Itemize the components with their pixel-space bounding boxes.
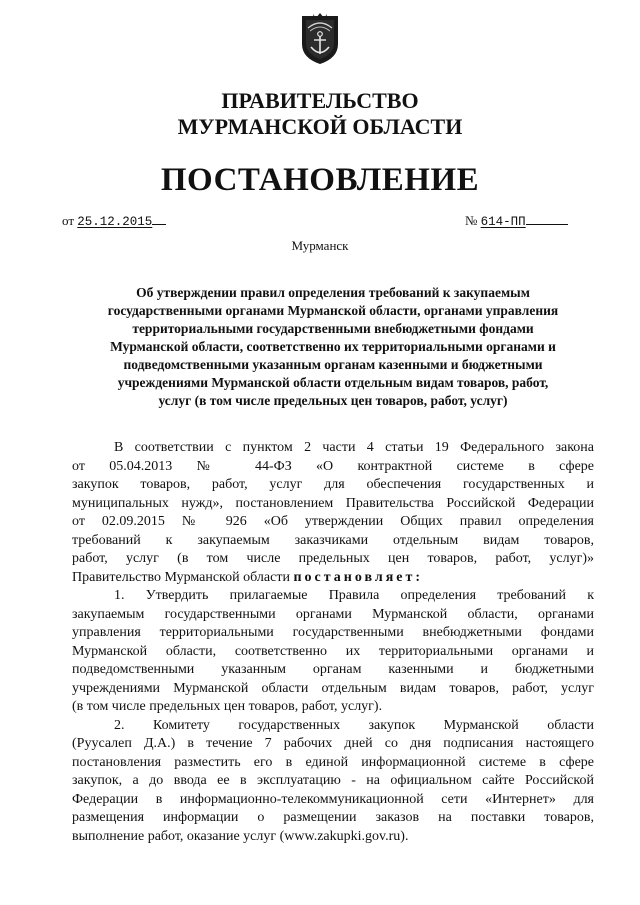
body-line: закупаемым государственными органами Мурманской области, органами [72,606,594,622]
body-line: В соответствии с пунктом 2 части 4 статьи 19 Федерального закона [114,440,594,455]
body-line: требований к закупаемым заказчиками отдельным видам товаров, [72,532,594,548]
body-line: закупок, а до ввода ее в эксплуатацию - на официальном сайте Российской [72,773,594,788]
document-number: 614-ПП [480,215,526,229]
document-date: 25.12.2015 [77,215,153,229]
document-type-title: ПОСТАНОВЛЕНИЕ [160,162,480,198]
body-line: закупок товаров, работ, услуг для обеспечения государственных и [72,477,594,492]
body-line: (Руусалеп Д.А.) в течение 7 рабочих дней со дня подписания настоящего [72,736,594,751]
decree-word: постановляет: [293,569,424,585]
body-line: Федерации в информационно-телекоммуникационной сети «Интернет» для [72,791,594,807]
date-underline [152,214,166,225]
body-line: подведомственными указанным органам казенными и бюджетными [72,662,594,677]
document-body [72,439,594,846]
number-prefix: № [465,213,478,228]
item-2-paragraph [72,717,594,847]
government-title-line1: ПРАВИТЕЛЬСТВО [221,88,419,113]
preamble-last: Правительство Мурманской области [72,569,290,585]
subject-line: подведомственными указанным органам казенными и бюджетными [123,357,543,372]
body-line: (в том числе предельных цен товаров, работ, услуг). [72,699,383,714]
subject-line: услуг (в том числе предельных цен товаров, работ, услуг) [158,393,508,408]
body-line: работ, услуг (в том числе предельных цен товаров, работ, услуг)» [72,551,594,566]
subject-line: учреждениями Мурманской области отдельным видам товаров, работ, [117,375,549,390]
body-line: муниципальных нужд», постановлением Правительства Российской Федерации [72,495,594,511]
number-underline [526,214,568,225]
body-line: управления территориальными государственными внебюджетными фондами [72,625,594,640]
body-line: 1. Утвердить прилагаемые Правила определения требований к [114,588,594,603]
body-line [72,569,594,588]
body-line: постановления разместить его в единой информационной системе в сфере [72,754,594,770]
body-line: от 05.04.2013 № 44-ФЗ «О контрактной системе в сфере [72,458,594,474]
government-title-line2: МУРМАНСКОЙ ОБЛАСТИ [177,114,463,139]
subject-line: государственными органами Мурманской области, органами управления [107,303,559,318]
body-line: учреждениями Мурманской области отдельным видам товаров, работ, услуг [72,680,594,696]
body-line: 2. Комитету государственных закупок Мурманской области [114,717,594,733]
document-city: Мурманск [291,238,349,253]
subject-line: Об утверждении правил определения требований к закупаемым [136,285,530,300]
body-line: от 02.09.2015 № 926 «Об утверждении Общих правил определения [72,514,594,529]
document-date-row [62,213,166,229]
subject-line: территориальными государственными внебюджетными фондами [132,321,534,336]
body-line: выполнение работ, оказание услуг (www.zakupki.gov.ru). [72,828,409,844]
body-line: размещения информации о размещении заказов на поставки товаров, [72,810,594,825]
body-line: Мурманской области, соответственно их территориальными органами и [72,643,594,659]
coat-of-arms-emblem [298,12,342,66]
subject-line: Мурманской области, соответственно их территориальными органами и [110,339,556,354]
date-prefix: от [62,213,75,228]
document-number-row [465,213,568,229]
document-subject [72,284,594,410]
item-1-paragraph [72,587,594,717]
preamble-paragraph [72,439,594,587]
